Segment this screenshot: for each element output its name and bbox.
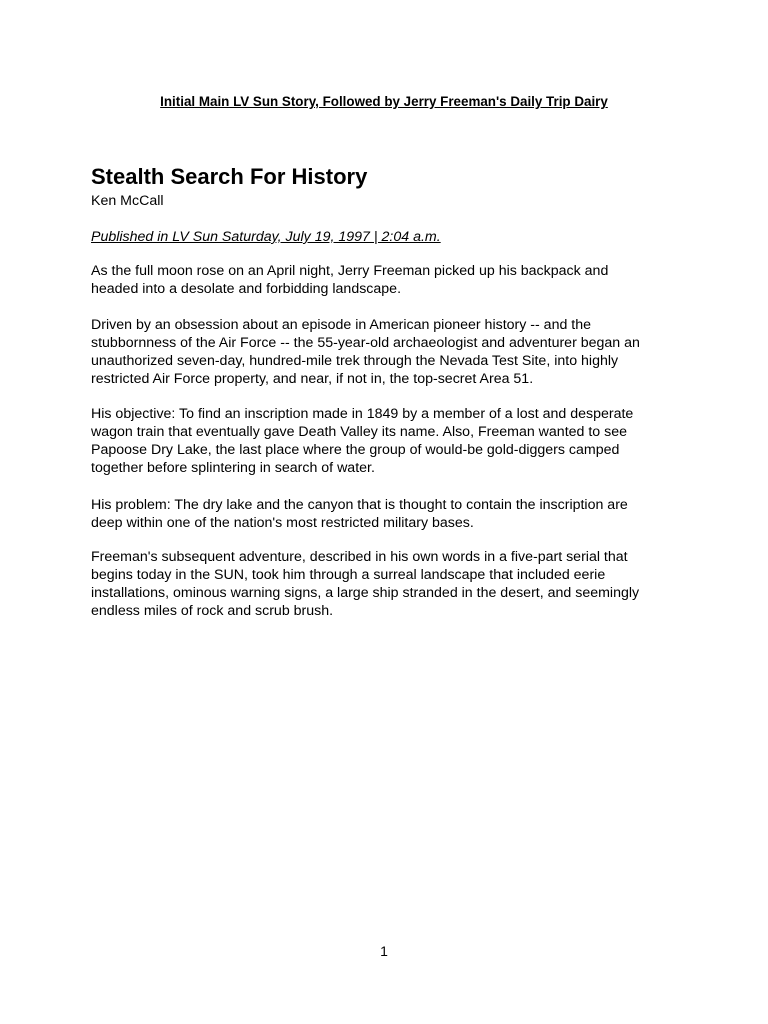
- paragraph-line: endless miles of rock and scrub brush.: [91, 603, 334, 619]
- paragraph-4: [91, 496, 681, 532]
- paragraph-line: deep within one of the nation's most restricted military bases.: [91, 515, 474, 531]
- paragraph-line: begins today in the SUN, took him through a surreal landscape that included eerie: [91, 567, 606, 583]
- paragraph-line: unauthorized seven-day, hundred-mile trek through the Nevada Test Site, into highly: [91, 353, 619, 369]
- paragraph-line: His problem: The dry lake and the canyon that is thought to contain the inscription are: [91, 497, 628, 513]
- paragraph-line: Freeman's subsequent adventure, described in his own words in a five-part serial that: [91, 549, 628, 565]
- paragraph-line: Driven by an obsession about an episode in American pioneer history -- and the: [91, 317, 592, 333]
- document-header: Initial Main LV Sun Story, Followed by Jerry Freeman's Daily Trip Dairy: [160, 94, 608, 109]
- paragraph-line: His objective: To find an inscription made in 1849 by a member of a lost and desperate: [91, 406, 634, 422]
- paragraph-line: stubbornness of the Air Force -- the 55-year-old archaeologist and adventurer began an: [91, 335, 640, 351]
- paragraph-line: wagon train that eventually gave Death Valley its name. Also, Freeman wanted to see: [91, 424, 628, 440]
- page-number: 1: [380, 943, 388, 959]
- paragraph-line: together before splintering in search of water.: [91, 460, 375, 476]
- paragraph-line: headed into a desolate and forbidding landscape.: [91, 281, 402, 297]
- paragraph-5: [91, 548, 681, 620]
- article-title: Stealth Search For History: [91, 164, 368, 189]
- paragraph-2: [91, 316, 681, 388]
- publication-line: Published in LV Sun Saturday, July 19, 1997 | 2:04 a.m.: [91, 229, 441, 245]
- paragraph-line: As the full moon rose on an April night, Jerry Freeman picked up his backpack and: [91, 263, 609, 279]
- paragraph-1: [91, 262, 681, 298]
- paragraph-line: Papoose Dry Lake, the last place where the group of would-be gold-diggers camped: [91, 442, 620, 458]
- paragraph-line: restricted Air Force property, and near, if not in, the top-secret Area 51.: [91, 371, 534, 387]
- paragraph-line: installations, ominous warning signs, a large ship stranded in the desert, and seemingly: [91, 585, 640, 601]
- article-author: Ken McCall: [91, 193, 164, 209]
- paragraph-3: [91, 405, 681, 477]
